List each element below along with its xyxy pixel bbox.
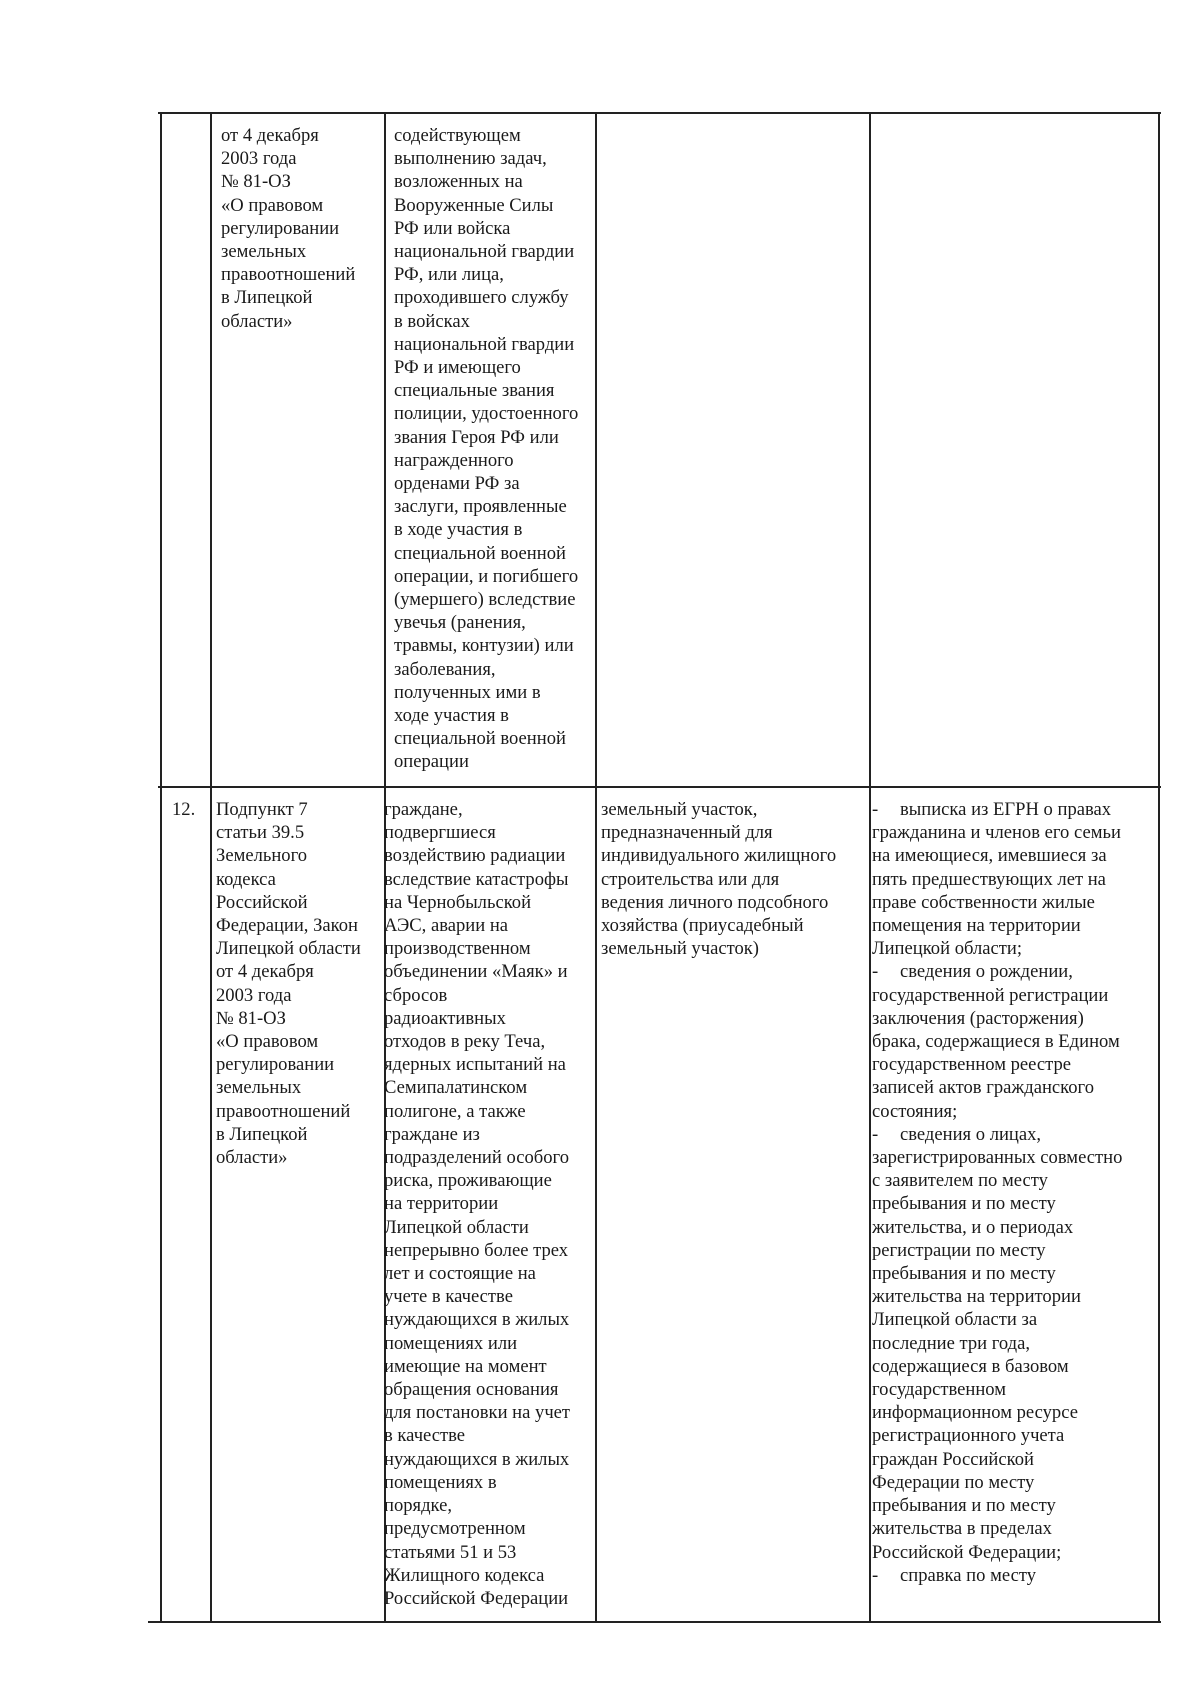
column-divider-3 (595, 112, 597, 1622)
category-text-line: операции (394, 751, 469, 773)
category-text-line: Вооруженные Силы (394, 194, 554, 216)
cell-documents-12 (872, 798, 1122, 1587)
category-text-line: (умершего) вследствие (394, 589, 576, 611)
category-text-line: граждане, (384, 799, 463, 820)
cell-category-continued (394, 124, 578, 774)
category-text-line: нуждающихся в жилых (384, 1309, 570, 1331)
document-text: записей актов гражданского (872, 1077, 1095, 1099)
table-left-border (160, 112, 162, 1622)
category-text-line: звания Героя РФ или (394, 426, 559, 448)
category-text-line: нуждающихся в жилых (384, 1448, 570, 1470)
document-text: с заявителем по месту (872, 1170, 1048, 1192)
category-text-line: Жилищного кодекса (384, 1564, 545, 1586)
document-text: регистрационного учета (872, 1425, 1065, 1447)
category-text-line: воздействию радиации (384, 845, 566, 867)
category-text-line: порядке, (384, 1495, 453, 1517)
row-divider (158, 786, 1161, 788)
category-text-line: специальные звания (394, 380, 555, 402)
document-list-line (872, 1285, 1122, 1308)
document-text: пребывания и по месту (872, 1263, 1056, 1285)
document-text: пять предшествующих лет на (872, 868, 1106, 890)
category-text-line: полиции, удостоенного (394, 403, 579, 425)
land-text-line: хозяйства (приусадебный (601, 915, 804, 937)
document-list-line (872, 1424, 1122, 1447)
category-text-line: помещениях или (384, 1332, 518, 1354)
law-text-line: «О правовом (221, 194, 324, 216)
document-text: информационном ресурсе (872, 1402, 1078, 1424)
land-text-line: индивидуального жилищного (601, 845, 837, 867)
document-text: жительства на территории (872, 1286, 1081, 1308)
law-text-line: Федерации, Закон (216, 915, 359, 937)
document-text: жительства, и о периодах (872, 1216, 1074, 1238)
law-text-line: в Липецкой (216, 1123, 308, 1145)
category-text-line: АЭС, аварии на (384, 915, 509, 937)
category-text-line: в качестве (384, 1425, 466, 1447)
category-text-line: национальной гвардии (394, 333, 575, 355)
law-text-line: земельных (216, 1077, 302, 1099)
document-text: зарегистрированных совместно (872, 1147, 1123, 1169)
document-list-line (872, 1332, 1122, 1355)
category-text-line: подвергшиеся (384, 822, 496, 844)
document-list-line (872, 1517, 1122, 1540)
document-list-line (872, 914, 1122, 937)
law-text-line: № 81-ОЗ (221, 171, 291, 193)
category-text-line: РФ и имеющего (394, 357, 521, 379)
law-text-line: правоотношений (221, 264, 356, 286)
document-text: пребывания и по месту (872, 1193, 1056, 1215)
category-text-line: Липецкой области (384, 1216, 529, 1238)
category-text-line: риска, проживающие (384, 1170, 552, 1192)
category-text-line: награжденного (394, 449, 514, 471)
category-text-line: лет и состоящие на (384, 1263, 536, 1285)
category-text-line: ядерных испытаний на (384, 1054, 566, 1076)
category-text-line: РФ или войска (394, 217, 511, 239)
document-text: граждан Российской (872, 1448, 1034, 1470)
column-divider-1 (210, 112, 212, 1622)
category-text-line: выполнению задач, (394, 148, 547, 170)
list-dash: - (872, 799, 879, 820)
law-text-line: «О правовом (216, 1031, 319, 1053)
document-list-line (872, 798, 1122, 821)
document-text: государственной регистрации (872, 984, 1109, 1006)
document-list-line (872, 891, 1122, 914)
category-text-line: на территории (384, 1193, 499, 1215)
document-text: гражданина и членов его семьи (872, 822, 1121, 844)
document-list-line (872, 1564, 1122, 1587)
document-list-line (872, 1471, 1122, 1494)
cell-land-12 (601, 798, 836, 960)
document-text: государственном реестре (872, 1054, 1072, 1076)
law-text-line: статьи 39.5 (216, 822, 305, 844)
category-text-line: Семипалатинском (384, 1077, 528, 1099)
law-text-line: 2003 года (216, 984, 292, 1006)
category-text-line: отходов в реку Теча, (384, 1031, 546, 1053)
category-text-line: Российской Федерации (384, 1587, 569, 1609)
law-text-line: области» (216, 1147, 288, 1169)
category-text-line: подразделений особого (384, 1147, 570, 1169)
document-list-line (872, 1169, 1122, 1192)
law-text-line: в Липецкой (221, 287, 313, 309)
document-list-line (872, 1076, 1122, 1099)
document-text: жительства в пределах (872, 1518, 1052, 1540)
category-text-line: для постановки на учет (384, 1402, 571, 1424)
land-text-line: земельный участок, (601, 799, 758, 820)
document-list-line (872, 984, 1122, 1007)
law-text-line: Российской (216, 891, 308, 913)
document-text: регистрации по месту (872, 1239, 1046, 1261)
category-text-line: помещениях в (384, 1471, 497, 1493)
document-text: выписка из ЕГРН о правах (900, 799, 1112, 820)
law-text-line: правоотношений (216, 1100, 351, 1122)
category-text-line: в ходе участия в (394, 519, 523, 541)
document-text: на имеющиеся, имевшиеся за (872, 845, 1107, 867)
document-list-line (872, 1401, 1122, 1424)
row-number: 12. (172, 799, 196, 820)
category-text-line: имеющие на момент (384, 1355, 547, 1377)
document-text: пребывания и по месту (872, 1495, 1056, 1517)
law-text-line: 2003 года (221, 148, 297, 170)
category-text-line: производственном (384, 938, 531, 960)
category-text-line: РФ, или лица, (394, 264, 504, 286)
document-text: последние три года, (872, 1332, 1031, 1354)
category-text-line: заболевания, (394, 658, 496, 680)
table-top-border (158, 112, 1161, 114)
category-text-line: вследствие катастрофы (384, 868, 569, 890)
category-text-line: сбросов (384, 984, 448, 1006)
category-text-line: на Чернобыльской (384, 891, 532, 913)
category-text-line: возложенных на (394, 171, 523, 193)
category-text-line: национальной гвардии (394, 241, 575, 263)
category-text-line: статьями 51 и 53 (384, 1541, 517, 1563)
category-text-line: ходе участия в (394, 705, 509, 727)
document-text: Липецкой области за (872, 1309, 1038, 1331)
category-text-line: радиоактивных (384, 1007, 506, 1029)
document-list-line (872, 1053, 1122, 1076)
law-text-line: области» (221, 310, 293, 332)
document-list-line (872, 960, 1122, 983)
document-text: брака, содержащиеся в Едином (872, 1031, 1120, 1053)
document-list-line (872, 1355, 1122, 1378)
law-text-line: № 81-ОЗ (216, 1007, 286, 1029)
document-list-line (872, 1448, 1122, 1471)
land-text-line: земельный участок) (601, 938, 759, 960)
law-text-line: регулировании (221, 217, 340, 239)
document-list-line (872, 1541, 1122, 1564)
document-list-line (872, 1216, 1122, 1239)
document-list-line (872, 1123, 1122, 1146)
category-text-line: орденами РФ за (394, 473, 520, 495)
document-text: Липецкой области; (872, 938, 1023, 960)
document-list-line (872, 1192, 1122, 1215)
cell-law-continued (221, 124, 355, 333)
document-list-line (872, 1378, 1122, 1401)
document-list-line (872, 868, 1122, 891)
list-dash: - (872, 1564, 879, 1586)
category-text-line: специальной военной (394, 542, 566, 564)
land-text-line: предназначенный для (601, 822, 773, 844)
document-list-line (872, 1007, 1122, 1030)
document-text: содержащиеся в базовом (872, 1355, 1069, 1377)
document-list-line (872, 1239, 1122, 1262)
table-bottom-border (148, 1621, 1161, 1623)
law-text-line: Земельного (216, 845, 308, 867)
document-text: состояния; (872, 1100, 958, 1122)
document-text: справка по месту (900, 1564, 1036, 1586)
document-list-line (872, 1494, 1122, 1517)
document-list-line (872, 1100, 1122, 1123)
cell-category-12 (384, 798, 570, 1610)
category-text-line: травмы, контузии) или (394, 635, 574, 657)
document-text: сведения о рождении, (900, 961, 1073, 983)
table-right-border (1158, 112, 1160, 1622)
category-text-line: проходившего службу (394, 287, 569, 309)
category-text-line: объединении «Маяк» и (384, 961, 568, 983)
law-text-line: Липецкой области (216, 938, 361, 960)
document-text: Федерации по месту (872, 1471, 1035, 1493)
land-text-line: строительства или для (601, 868, 780, 890)
category-text-line: учете в качестве (384, 1286, 513, 1308)
law-text-line: Подпункт 7 (216, 799, 308, 820)
document-text: праве собственности жилые (872, 891, 1095, 913)
law-text-line: регулировании (216, 1054, 335, 1076)
category-text-line: полигоне, а также (384, 1100, 526, 1122)
category-text-line: полученных ими в (394, 681, 541, 703)
document-text: заключения (расторжения) (872, 1007, 1084, 1029)
category-text-line: увечья (ранения, (394, 612, 526, 634)
document-list-line (872, 844, 1122, 867)
document-list-line (872, 1308, 1122, 1331)
category-text-line: специальной военной (394, 728, 566, 750)
law-text-line: кодекса (216, 868, 276, 890)
law-text-line: от 4 декабря (216, 961, 314, 983)
category-text-line: содействующем (394, 125, 521, 146)
document-text: сведения о лицах, (900, 1123, 1042, 1145)
category-text-line: в войсках (394, 310, 470, 332)
list-dash: - (872, 961, 879, 983)
document-list-line (872, 1262, 1122, 1285)
document-text: помещения на территории (872, 915, 1081, 937)
land-text-line: ведения личного подсобного (601, 891, 829, 913)
document-list-line (872, 1146, 1122, 1169)
document-list-line (872, 1030, 1122, 1053)
document-text: государственном (872, 1379, 1006, 1401)
law-text-line: земельных (221, 241, 307, 263)
list-dash: - (872, 1123, 879, 1145)
document-list-line (872, 937, 1122, 960)
column-divider-4 (869, 112, 871, 1622)
category-text-line: предусмотренном (384, 1518, 526, 1540)
cell-law-12 (216, 798, 361, 1169)
category-text-line: обращения основания (384, 1379, 559, 1401)
document-text: Российской Федерации; (872, 1541, 1062, 1563)
category-text-line: непрерывно более трех (384, 1239, 569, 1261)
category-text-line: граждане из (384, 1123, 480, 1145)
law-text-line: от 4 декабря (221, 125, 319, 146)
category-text-line: операции, и погибшего (394, 565, 579, 587)
category-text-line: заслуги, проявленные (394, 496, 567, 518)
document-list-line (872, 821, 1122, 844)
